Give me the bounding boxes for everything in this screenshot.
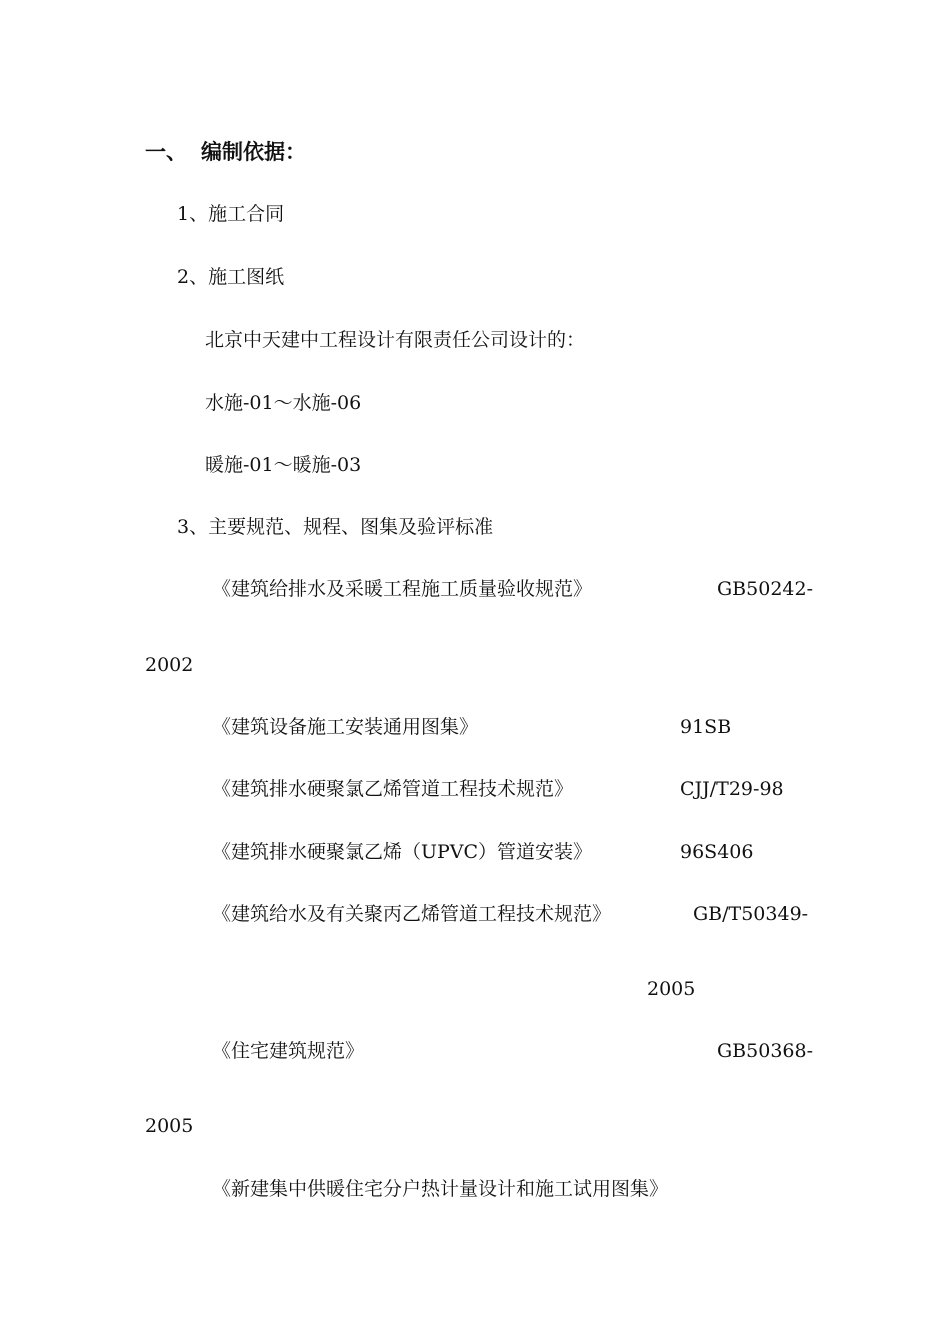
standard-code: GB50242- [717,578,814,600]
drawing-range-water: 水施-01～水施-06 [205,392,362,414]
drawing-range-heating: 暖施-01～暖施-03 [205,454,362,476]
standard-code: 91SB [680,716,732,738]
item-drawings: 2、施工图纸 [177,266,285,288]
standard-code: GB/T50349- [693,903,809,925]
design-company: 北京中天建中工程设计有限责任公司设计的： [205,329,586,351]
section-number: 一、 [145,139,187,164]
standard-code: GB50368- [717,1040,814,1062]
standard-code: 96S406 [680,841,754,863]
standard-code-continued: 2005 [647,978,696,1000]
standard-name: 《住宅建筑规范》 [212,1040,365,1062]
item-standards: 3、主要规范、规程、图集及验评标准 [177,516,494,538]
standard-name: 《建筑设备施工安装通用图集》 [212,716,479,738]
standard-code: CJJ/T29-98 [680,778,784,800]
standard-name: 《新建集中供暖住宅分户热计量设计和施工试用图集》 [212,1178,669,1200]
standard-name: 《建筑排水硬聚氯乙烯（UPVC）管道安装》 [212,841,593,863]
section-title: 编制依据： [201,139,306,164]
standard-code-continued: 2005 [145,1115,194,1137]
item-contract: 1、施工合同 [177,203,285,225]
standard-name: 《建筑给水及有关聚丙乙烯管道工程技术规范》 [212,903,612,925]
standard-code-continued: 2002 [145,654,194,676]
standard-name: 《建筑排水硬聚氯乙烯管道工程技术规范》 [212,778,574,800]
standard-name: 《建筑给排水及采暖工程施工质量验收规范》 [212,578,593,600]
